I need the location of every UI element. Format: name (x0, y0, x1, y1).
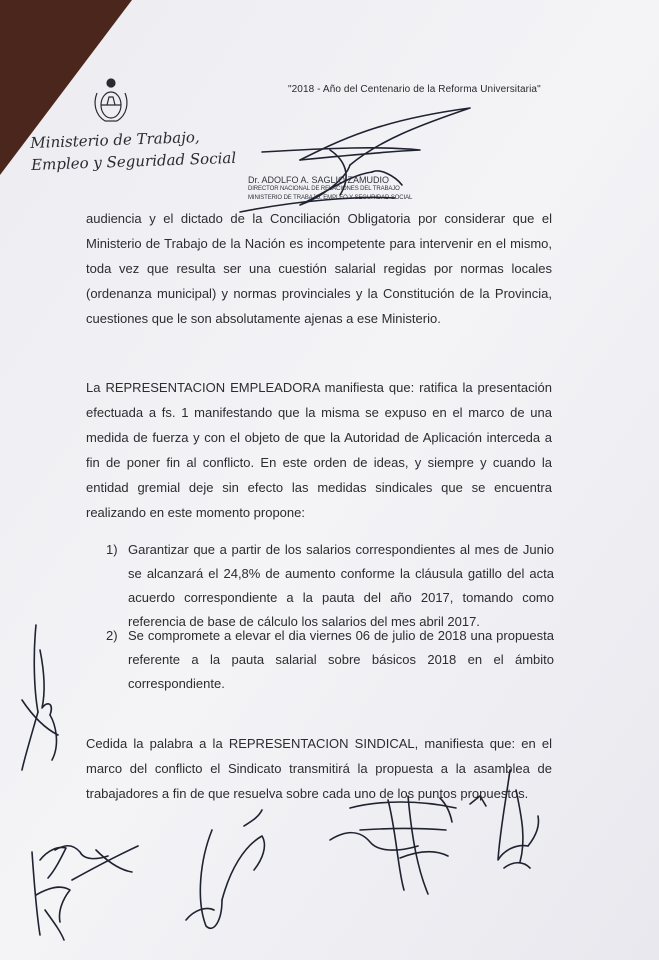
stamp-name: Dr. ADOLFO A. SAGLIO ZAMUDIO (248, 175, 390, 185)
proposal-list-item-2 (106, 624, 554, 696)
year-motto: "2018 - Año del Centenario de la Reforma Universitaria" (288, 84, 541, 95)
list-item (106, 538, 554, 634)
proposal-list-item-1 (106, 538, 554, 634)
item-number: 1) (106, 542, 118, 557)
item-text: Se compromete a elevar el dia viernes 06 de julio de 2018 una propuesta referente a la pauta salarial sobre básicos 2018 en el ámbito correspondiente. (128, 628, 554, 691)
item-text: Garantizar que a partir de los salarios correspondientes al mes de Junio se alcanzará el 24,8% de aumento conforme la cláusula gatillo del acta acuerdo correspondiente a la pauta del año 2017, tomando como referencia de base de cálculo los salarios del mes abril 2017. (128, 542, 554, 629)
paragraph-union: Cedida la palabra a la REPRESENTACION SINDICAL, manifiesta que: en el marco del conflicto el Sindicato transmitirá la propuesta a la asamblea de trabajadores a fin de que resuelva sobre cada uno de los puntos propuestos. (86, 736, 552, 801)
ministry-letterhead (30, 125, 236, 176)
stamp-ministry: MINISTERIO DE TRABAJO, EMPLEO Y SEGURIDAD SOCIAL (248, 195, 413, 201)
official-stamp (248, 176, 412, 203)
ministry-line-2: Empleo y Seguridad Social (30, 148, 237, 174)
stamp-title: DIRECTOR NACIONAL DE RELACIONES DEL TRABAJO (248, 186, 400, 192)
paragraph-employer: La REPRESENTACION EMPLEADORA manifiesta que: ratifica la presentación efectuada a fs. 1 manifestando que la misma se expuso en el marco de una medida de fuerza y con el objeto de que la Autoridad de Aplicación interceda a fin de poner fin al conflicto. En este orden de ideas, y siempre y cuando la entidad gremial deje sin efecto las medidas sindicales que se encuentra realizando en este momento propone: (86, 380, 552, 520)
list-item (106, 624, 554, 696)
paragraph-1: audiencia y el dictado de la Conciliación Obligatoria por considerar que el Ministerio de Trabajo de la Nación es incompetente para intervenir en el mismo, toda vez que resulta ser una cuestión salarial regidas por normas locales (ordenanza municipal) y normas provinciales y la Constitución de la Provincia, cuestiones que le son absolutamente ajenas a ese Ministerio. (86, 211, 552, 326)
item-number: 2) (106, 628, 118, 643)
ministry-line-1: Ministerio de Trabajo, (30, 128, 200, 152)
